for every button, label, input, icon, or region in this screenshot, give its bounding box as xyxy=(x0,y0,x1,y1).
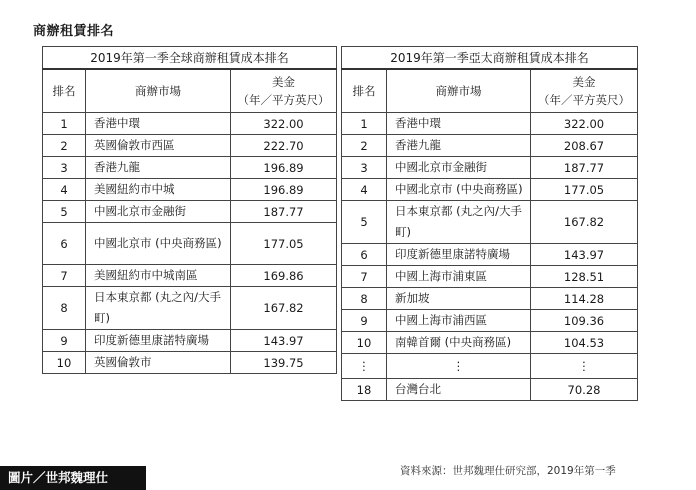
rank-cell: 3 xyxy=(43,157,86,179)
rank-cell: 9 xyxy=(43,330,86,352)
price-header xyxy=(231,69,337,113)
market-cell: 香港中環 xyxy=(387,113,531,135)
market-cell: 美國紐約市中城 xyxy=(86,179,231,201)
price-cell: 196.89 xyxy=(231,179,337,201)
page-title: 商辦租賃排名 xyxy=(33,24,115,39)
market-cell: 香港中環 xyxy=(86,113,231,135)
price-header-unit: （年／平方英尺） xyxy=(538,93,630,107)
market-cell: 香港九龍 xyxy=(387,135,531,157)
market-cell: 香港九龍 xyxy=(86,157,231,179)
ellipsis-mark: ⋮ xyxy=(387,354,531,379)
market-header: 商辦市場 xyxy=(86,69,231,113)
market-cell: 中國上海市浦東區 xyxy=(387,266,531,288)
price-header xyxy=(531,69,638,113)
rank-cell: 1 xyxy=(43,113,86,135)
table-row xyxy=(43,287,337,330)
price-cell: 128.51 xyxy=(531,266,638,288)
market-cell: 日本東京都 (丸之內/大手町) xyxy=(387,201,531,244)
price-cell: 187.77 xyxy=(531,157,638,179)
rank-cell: 10 xyxy=(43,352,86,374)
price-cell: 208.67 xyxy=(531,135,638,157)
table-row xyxy=(342,266,638,288)
rank-cell: 8 xyxy=(342,288,387,310)
table-row xyxy=(342,201,638,244)
table-row xyxy=(43,135,337,157)
price-cell: 139.75 xyxy=(231,352,337,374)
price-cell: 177.05 xyxy=(531,179,638,201)
market-cell: 印度新德里康諾特廣場 xyxy=(387,244,531,266)
rank-cell: 7 xyxy=(342,266,387,288)
rank-cell: 10 xyxy=(342,332,387,354)
rank-cell: 4 xyxy=(43,179,86,201)
price-cell: 70.28 xyxy=(531,379,638,401)
price-cell: 114.28 xyxy=(531,288,638,310)
price-cell: 322.00 xyxy=(231,113,337,135)
rank-cell: 18 xyxy=(342,379,387,401)
market-cell: 英國倫敦市西區 xyxy=(86,135,231,157)
table-row xyxy=(43,157,337,179)
table-row xyxy=(342,135,638,157)
price-cell: 222.70 xyxy=(231,135,337,157)
rank-header: 排名 xyxy=(342,69,387,113)
rank-cell: 2 xyxy=(342,135,387,157)
rank-cell: 7 xyxy=(43,265,86,287)
table-row xyxy=(342,310,638,332)
market-cell: 新加坡 xyxy=(387,288,531,310)
table-caption: 2019年第一季全球商辦租賃成本排名 xyxy=(43,47,337,70)
asia-pacific-ranking-table xyxy=(341,46,638,401)
table-row xyxy=(43,352,337,374)
rank-cell: 2 xyxy=(43,135,86,157)
price-header-currency: 美金 xyxy=(272,75,295,89)
table-row xyxy=(43,223,337,265)
rank-cell: 3 xyxy=(342,157,387,179)
market-cell: 中國北京市 (中央商務區) xyxy=(86,223,231,265)
market-header: 商辦市場 xyxy=(387,69,531,113)
table-row xyxy=(43,113,337,135)
ellipsis-row xyxy=(342,354,638,379)
price-cell: 143.97 xyxy=(531,244,638,266)
rank-cell: 4 xyxy=(342,179,387,201)
price-header-currency: 美金 xyxy=(572,75,596,89)
rank-cell: 5 xyxy=(342,201,387,244)
price-cell: 177.05 xyxy=(231,223,337,265)
image-credit: 圖片／世邦魏理仕 xyxy=(0,466,146,490)
table-row xyxy=(43,330,337,352)
market-cell: 日本東京都 (丸之內/大手町) xyxy=(86,287,231,330)
price-header-unit: （年／平方英尺） xyxy=(237,93,330,107)
price-cell: 187.77 xyxy=(231,201,337,223)
rank-cell: 6 xyxy=(43,223,86,265)
table-row xyxy=(342,288,638,310)
price-cell: 109.36 xyxy=(531,310,638,332)
price-cell: 167.82 xyxy=(231,287,337,330)
rank-cell: 8 xyxy=(43,287,86,330)
rank-cell: 1 xyxy=(342,113,387,135)
price-cell: 322.00 xyxy=(531,113,638,135)
market-cell: 英國倫敦市 xyxy=(86,352,231,374)
rank-cell: 6 xyxy=(342,244,387,266)
market-cell: 中國北京市金融街 xyxy=(86,201,231,223)
market-cell: 中國北京市 (中央商務區) xyxy=(387,179,531,201)
table-row xyxy=(342,379,638,401)
table-row xyxy=(342,179,638,201)
source-note: 資料來源：世邦魏理仕研究部，2019年第一季 xyxy=(400,465,616,477)
table-caption: 2019年第一季亞太商辦租賃成本排名 xyxy=(342,47,638,70)
table-row xyxy=(342,157,638,179)
market-cell: 台灣台北 xyxy=(387,379,531,401)
table-row xyxy=(342,244,638,266)
table-row xyxy=(342,332,638,354)
market-cell: 中國上海市浦西區 xyxy=(387,310,531,332)
table-row xyxy=(342,113,638,135)
rank-cell: 9 xyxy=(342,310,387,332)
global-ranking-table xyxy=(42,46,337,374)
ellipsis-mark: ⋮ xyxy=(342,354,387,379)
price-cell: 196.89 xyxy=(231,157,337,179)
price-cell: 104.53 xyxy=(531,332,638,354)
market-cell: 南韓首爾 (中央商務區) xyxy=(387,332,531,354)
ellipsis-mark: ⋮ xyxy=(531,354,638,379)
market-cell: 中國北京市金融街 xyxy=(387,157,531,179)
table-row xyxy=(43,179,337,201)
table-row xyxy=(43,201,337,223)
price-cell: 167.82 xyxy=(531,201,638,244)
table-row xyxy=(43,265,337,287)
rank-header: 排名 xyxy=(43,69,86,113)
market-cell: 印度新德里康諾特廣場 xyxy=(86,330,231,352)
rank-cell: 5 xyxy=(43,201,86,223)
price-cell: 169.86 xyxy=(231,265,337,287)
market-cell: 美國紐約市中城南區 xyxy=(86,265,231,287)
price-cell: 143.97 xyxy=(231,330,337,352)
